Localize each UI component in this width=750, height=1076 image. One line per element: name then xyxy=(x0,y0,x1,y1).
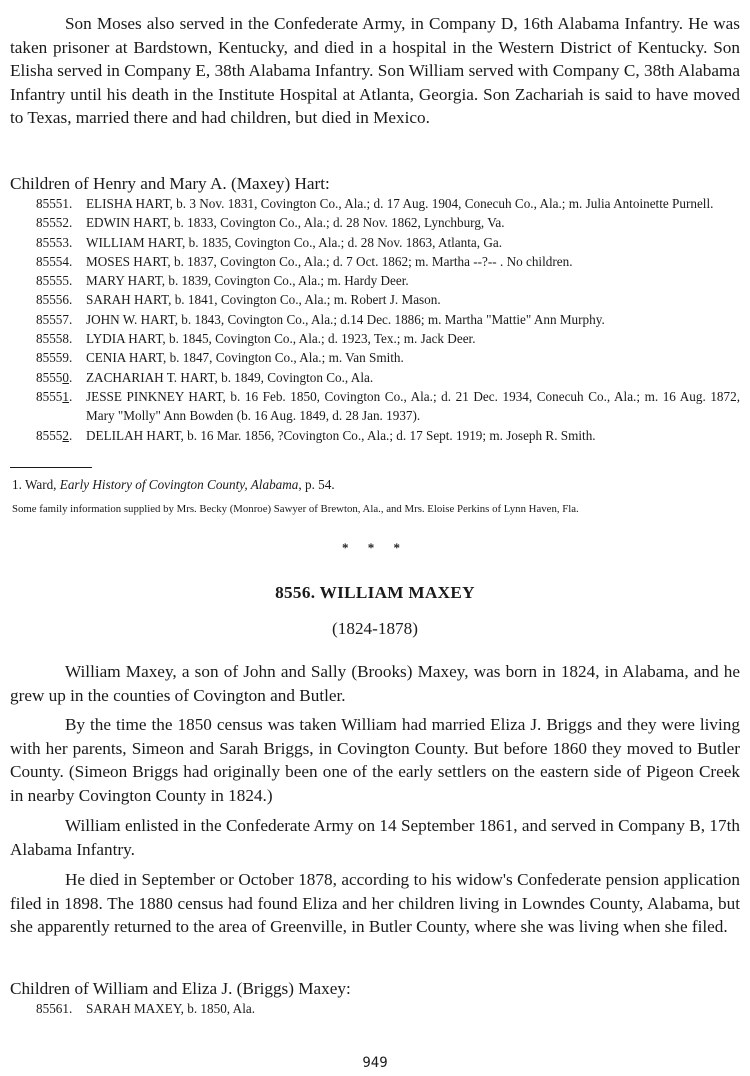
entry-number: 85551. xyxy=(36,388,73,404)
list-item xyxy=(36,213,740,232)
entry-number: 85559. xyxy=(36,350,73,366)
list-item xyxy=(36,233,740,252)
list-item xyxy=(36,310,740,329)
entry-number: 85557. xyxy=(36,311,73,327)
paragraph-moses: Son Moses also served in the Confederate Army, in Company D, 16th Alabama Infantry. He was taken prisoner at Bardstown, Kentucky, and died in a hospital in the Western District of Kentucky. Son Elisha served in Company E, 38th Alabama Infantry. Son William served with Company C, 38th Alabama Infantry until his death in the Institute Hospital at Atlanta, Georgia. Son Zachariah is said to have moved to Texas, married there and had children, but died in Mexico. xyxy=(10,14,740,127)
entry-text: WILLIAM HART, b. 1835, Covington Co., Ala.; d. 28 Nov. 1863, Atlanta, Ga. xyxy=(86,234,503,250)
paragraph-enlistment: William enlisted in the Confederate Army on 14 September 1861, and served in Company B, 17th Alabama Infantry. xyxy=(10,816,740,859)
entry-number: 85550. xyxy=(36,369,73,385)
children-hart-title: Children of Henry and Mary A. (Maxey) Hart: xyxy=(10,174,330,193)
entry-text: ZACHARIAH T. HART, b. 1849, Covington Co., Ala. xyxy=(86,369,374,385)
entry-number: 85554. xyxy=(36,253,73,269)
footnote-rule xyxy=(10,467,92,468)
children-maxey-title: Children of William and Eliza J. (Briggs) Maxey: xyxy=(10,979,351,998)
entry-number: 85551. xyxy=(36,196,73,211)
entry-text: DELILAH HART, b. 16 Mar. 1856, ?Covington Co., Ala.; d. 17 Sept. 1919; m. Joseph R. Smith. xyxy=(86,427,596,443)
entry-text: MOSES HART, b. 1837, Covington Co., Ala.; d. 7 Oct. 1862; m. Martha --?-- . No children. xyxy=(86,253,573,269)
list-item xyxy=(36,368,740,387)
list-item xyxy=(36,999,740,1018)
entry-number: 85555. xyxy=(36,273,73,289)
section-separator: * * * xyxy=(342,540,408,555)
list-item xyxy=(36,290,740,309)
entry-number: 85556. xyxy=(36,292,73,308)
entry-number: 85553. xyxy=(36,234,73,250)
paragraph-death: He died in September or October 1878, according to his widow's Confederate pension application filed in 1898. The 1880 census had found Eliza and her children living in Lowndes County, Alabama, but she apparently returned to the area of Greenville, in Butler County, where she was living when she filed. xyxy=(10,870,740,936)
list-item xyxy=(36,426,740,445)
entry-text: LYDIA HART, b. 1845, Covington Co., Ala.; d. 1923, Tex.; m. Jack Deer. xyxy=(86,331,476,347)
entry-number: 85552. xyxy=(36,427,73,443)
section-dates: (1824-1878) xyxy=(332,619,418,638)
list-item xyxy=(36,348,740,367)
page-number: 949 xyxy=(362,1055,388,1071)
entry-text: SARAH MAXEY, b. 1850, Ala. xyxy=(86,1001,256,1016)
hart-children-list xyxy=(36,194,740,445)
entry-text: SARAH HART, b. 1841, Covington Co., Ala.; m. Robert J. Mason. xyxy=(86,292,441,308)
paragraph-census: By the time the 1850 census was taken William had married Eliza J. Briggs and they were living with her parents, Simeon and Sarah Briggs, in Covington County. But before 1860 they moved to Butler County. (Simeon Briggs had originally been one of the early settlers on the eastern side of Pigeon Creek in nearby Covington County in 1824.) xyxy=(10,715,740,805)
list-item xyxy=(36,252,740,271)
entry-number: 85552. xyxy=(36,215,73,231)
paragraph-birth: William Maxey, a son of John and Sally (Brooks) Maxey, was born in 1824, in Alabama, and he grew up in the counties of Covington and Butler. xyxy=(10,662,740,705)
entry-number: 85558. xyxy=(36,331,73,347)
section-heading: 8556. WILLIAM MAXEY xyxy=(275,583,475,602)
footnote-family-info: Some family information supplied by Mrs. Becky (Monroe) Sawyer of Brewton, Ala., and Mrs. Eloise Perkins of Lynn Haven, Fla. xyxy=(12,503,579,515)
maxey-children-list xyxy=(36,999,740,1018)
list-item xyxy=(36,194,740,213)
entry-text: ELISHA HART, b. 3 Nov. 1831, Covington Co., Ala.; d. 17 Aug. 1904, Conecuh Co., Ala.; m. Julia Antoinette Purnell. xyxy=(86,196,714,211)
entry-text: JESSE PINKNEY HART, b. 16 Feb. 1850, Covington Co., Ala.; d. 21 Dec. 1934, Conecuh Co., Ala.; m. 16 Aug. 1872, Mary "Molly" Ann Bowden (b. 16 Aug. 1849, d. 28 Jan. 1937). xyxy=(86,388,740,424)
list-item xyxy=(36,387,740,426)
list-item xyxy=(36,271,740,290)
entry-text: JOHN W. HART, b. 1843, Covington Co., Ala.; d.14 Dec. 1886; m. Martha "Mattie" Ann Murphy. xyxy=(86,311,605,327)
list-item xyxy=(36,329,740,348)
entry-text: CENIA HART, b. 1847, Covington Co., Ala.; m. Van Smith. xyxy=(86,350,404,366)
entry-number: 85561. xyxy=(36,1001,73,1016)
footnote-1: 1. Ward, Early History of Covington County, Alabama, p. 54. xyxy=(12,477,335,492)
footnote-book-title: Early History of Covington County, Alabama xyxy=(59,477,299,492)
entry-text: EDWIN HART, b. 1833, Covington Co., Ala.; d. 28 Nov. 1862, Lynchburg, Va. xyxy=(86,215,505,231)
entry-text: MARY HART, b. 1839, Covington Co., Ala.; m. Hardy Deer. xyxy=(86,273,409,289)
